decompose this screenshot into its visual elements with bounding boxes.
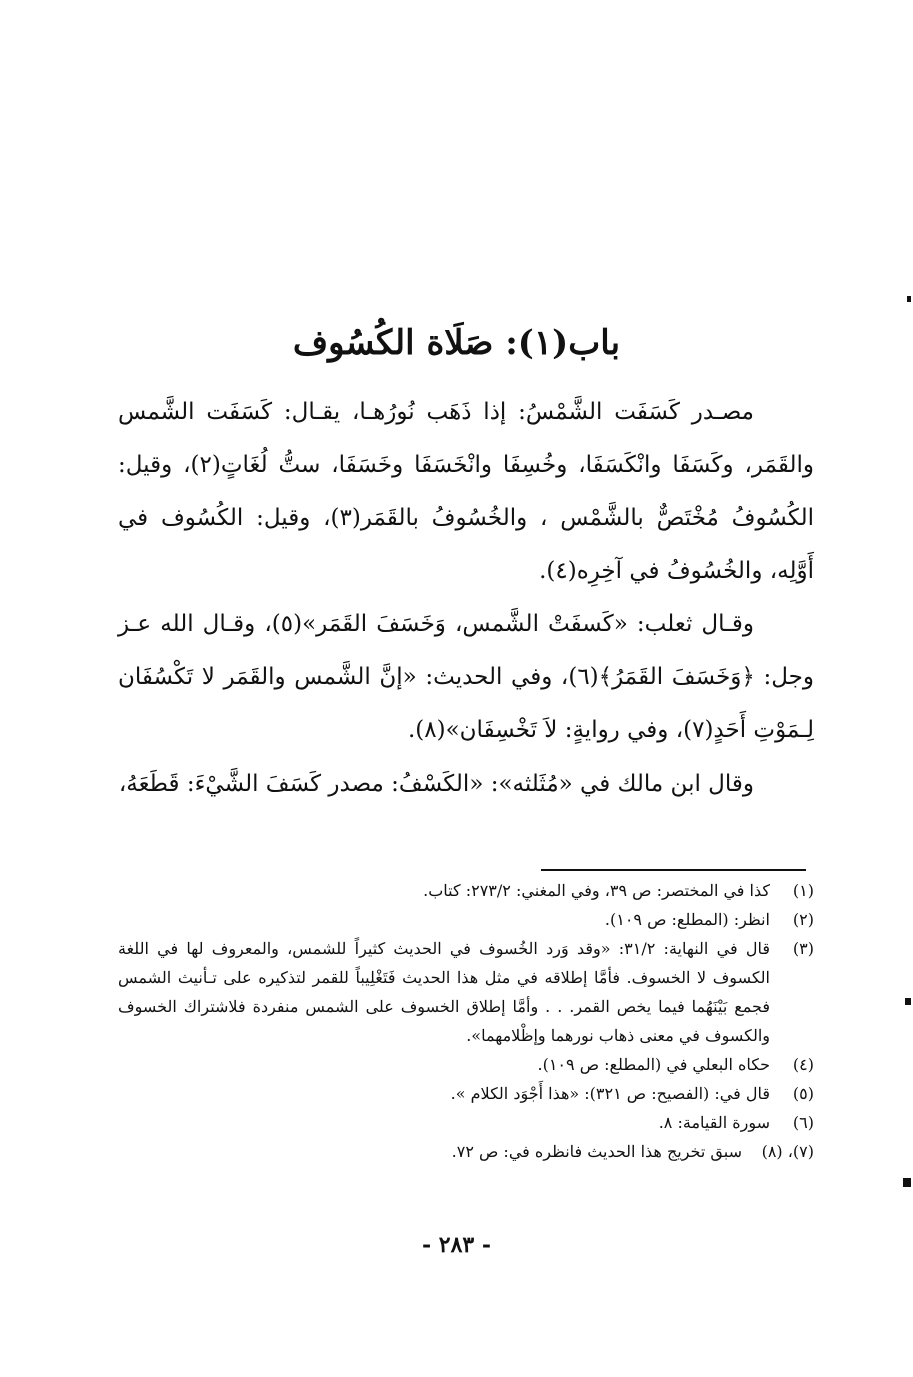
footnote-2 xyxy=(118,905,814,934)
footnote-5 xyxy=(118,1079,814,1108)
footnote-text: قال في: (الفصيح: ص ٣٢١): «هذا أَجْوَد الكلام ». xyxy=(450,1084,770,1103)
page-number: - ٢٨٣ - xyxy=(421,1232,492,1258)
scan-mark xyxy=(907,296,911,302)
footnote-7-8 xyxy=(118,1137,814,1166)
paragraph-3: وقال ابن مالك في «مُثَلثه»: «الكَسْفُ: مصدر كَسَفَ الشَّيْءَ: قَطَعَهُ، xyxy=(118,771,754,797)
footnote-separator xyxy=(541,869,806,871)
footnote-number: (٦) xyxy=(792,1113,814,1132)
scan-mark xyxy=(903,1178,911,1187)
footnote-number: (٢) xyxy=(792,910,814,929)
footnote-6 xyxy=(118,1108,814,1137)
footnote-text: قال في النهاية: ٣١/٢: «وقد وَرد الخُسوف في الحديث كثيراً للشمس، والمعروف لها في اللغة الكسوف لا الخسوف. فأمَّا إطلاقه في مثل هذا الحديث فَتَغْلِيباً للقمر لتذكيره على تـأنيث الشمس فجمع بَيْنَهُما فيما يخص القمر. . . وأمَّا إطلاق الخسوف على الشمس منفردة فلاشتراك الخسوف والكسوف في معنى ذهاب نورهما وإظْلامهما». xyxy=(118,939,770,1045)
footnote-text: سبق تخريج هذا الحديث فانظره في: ص ٧٢. xyxy=(451,1142,742,1161)
scan-mark xyxy=(905,998,911,1005)
footnote-3 xyxy=(118,934,814,1050)
footnote-number: (١) xyxy=(792,881,814,900)
footnote-text: حكاه البعلي في (المطلع: ص ١٠٩). xyxy=(537,1055,770,1074)
footnote-4 xyxy=(118,1050,814,1079)
footnote-number: (٤) xyxy=(792,1055,814,1074)
footnote-number: (٧)، (٨) xyxy=(761,1142,814,1161)
footnote-number: (٥) xyxy=(792,1084,814,1103)
footnote-text: كذا في المختصر: ص ٣٩، وفي المغني: ٢٧٣/٢: كتاب. xyxy=(423,881,770,900)
chapter-title: باب(١): صَلَاة الكُسُوف xyxy=(292,323,621,363)
paragraph-2: وقـال ثعلب: «كَسفَتْ الشَّمس، وَخَسَفَ القَمَر»(٥)، وقـال الله عـز وجل: ﴿وَخَسَفَ القَمَرُ﴾(٦)، وفي الحديث: «إنَّ الشَّمس والقَمَر لا تَكْسُفَان لِـمَوْتِ أَحَدٍ(٧)، وفي روايةٍ: لاَ تَخْسِفَان»(٨). xyxy=(118,611,814,743)
footnote-1 xyxy=(118,876,814,905)
footnote-text: انظر: (المطلع: ص ١٠٩). xyxy=(604,910,770,929)
footnote-number: (٣) xyxy=(792,939,814,958)
paragraph-1: مصـدر كَسَفَت الشَّمْسُ: إذا ذَهَب نُورُهـا، يقـال: كَسَفَت الشَّمس والقَمَر، وكَسَفَا وانْكَسَفَا، وخُسِفَا وانْخَسَفَا وخَسَفَا، ستُّ لُغَاتٍ(٢)، وقيل: الكُسُوفُ مُخْتَصٌّ بالشَّمْس ، والخُسُوفُ بالقَمَر(٣)، وقيل: الكُسُوف في أَوَّلِه، والخُسُوفُ في آخِرِه(٤). xyxy=(118,399,815,584)
footnotes xyxy=(118,876,814,1166)
footnote-text: سورة القيامة: ٨. xyxy=(658,1113,770,1132)
